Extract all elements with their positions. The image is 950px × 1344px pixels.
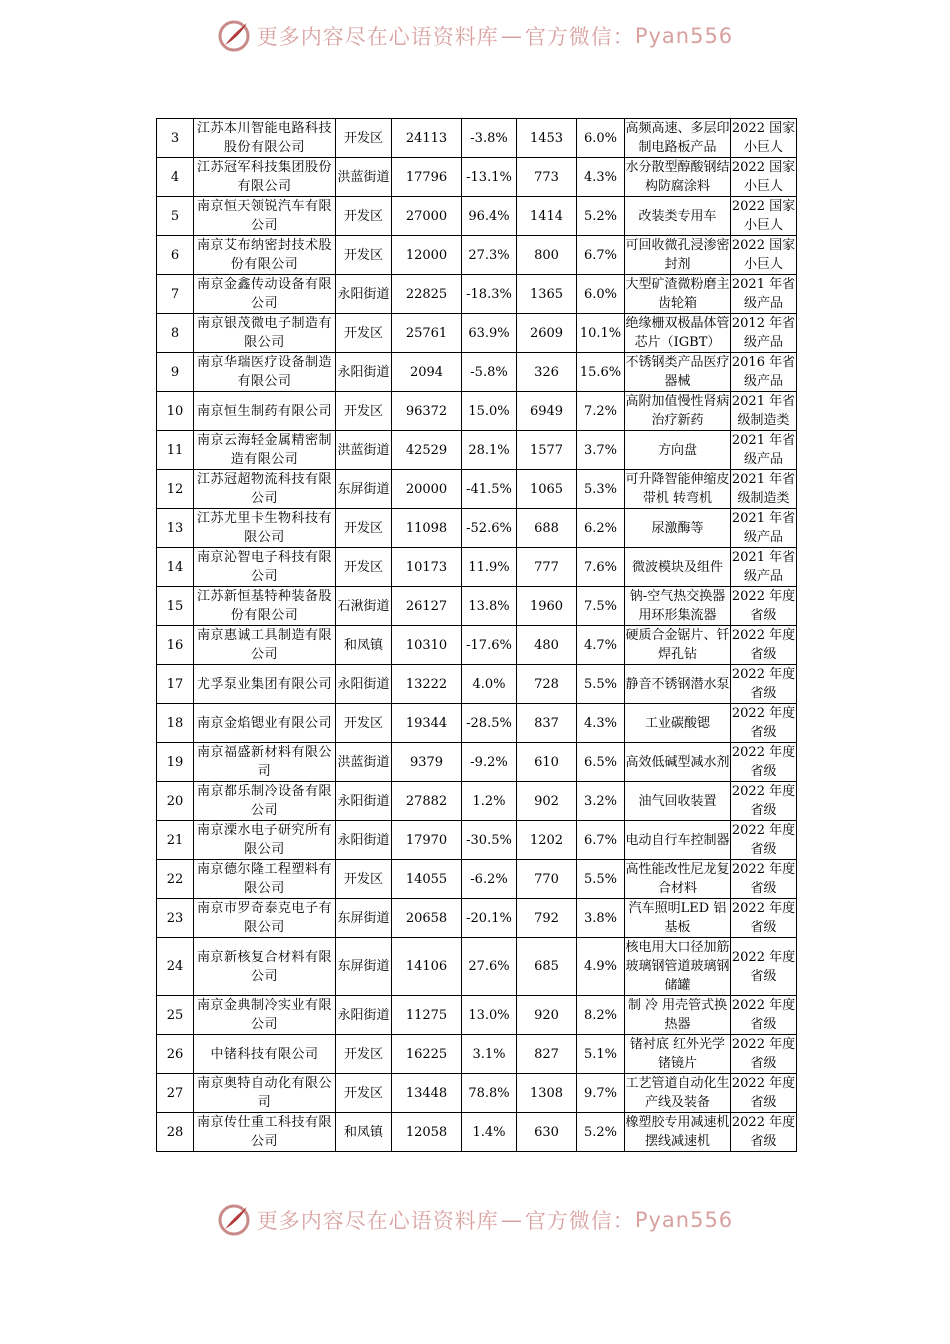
revenue-cell: 13222 xyxy=(392,665,462,704)
rd-ratio-cell: 5.2% xyxy=(577,197,625,236)
rd-ratio-cell: 7.2% xyxy=(577,392,625,431)
rd-ratio-cell: 15.6% xyxy=(577,353,625,392)
company-name-cell: 南京银茂微电子制造有限公司 xyxy=(194,314,336,353)
rd-spend-cell: 920 xyxy=(517,996,577,1035)
rd-spend-cell: 728 xyxy=(517,665,577,704)
table-row xyxy=(157,392,797,431)
area-cell: 洪蓝街道 xyxy=(336,158,392,197)
banner-wechat-id: Pyan556 xyxy=(634,1208,734,1232)
company-name-cell: 南京云海轻金属精密制造有限公司 xyxy=(194,431,336,470)
table-row xyxy=(157,626,797,665)
area-cell: 石湫街道 xyxy=(336,587,392,626)
table-row xyxy=(157,470,797,509)
rd-ratio-cell: 5.5% xyxy=(577,665,625,704)
rd-spend-cell: 777 xyxy=(517,548,577,587)
feather-logo-icon xyxy=(217,19,251,53)
area-cell: 开发区 xyxy=(336,704,392,743)
table-row xyxy=(157,431,797,470)
award-level-cell: 2021 年省级产品 xyxy=(731,431,797,470)
revenue-cell: 17796 xyxy=(392,158,462,197)
revenue-cell: 12058 xyxy=(392,1113,462,1152)
rd-spend-cell: 630 xyxy=(517,1113,577,1152)
row-number-cell: 16 xyxy=(157,626,194,665)
rd-spend-cell: 1065 xyxy=(517,470,577,509)
revenue-cell: 14055 xyxy=(392,860,462,899)
product-name-cell: 高效低碱型减水剂 xyxy=(625,743,731,782)
revenue-cell: 13448 xyxy=(392,1074,462,1113)
row-number-cell: 7 xyxy=(157,275,194,314)
banner-wechat-id: Pyan556 xyxy=(634,24,734,48)
product-name-cell: 尿激酶等 xyxy=(625,509,731,548)
growth-rate-cell: -9.2% xyxy=(462,743,517,782)
company-name-cell: 江苏冠军科技集团股份有限公司 xyxy=(194,158,336,197)
rd-ratio-cell: 7.6% xyxy=(577,548,625,587)
product-name-cell: 锗衬底 红外光学锗镜片 xyxy=(625,1035,731,1074)
award-level-cell: 2022 年度省级 xyxy=(731,665,797,704)
rd-spend-cell: 685 xyxy=(517,938,577,996)
award-level-cell: 2022 年度省级 xyxy=(731,996,797,1035)
award-level-cell: 2021 年省级制造类 xyxy=(731,470,797,509)
growth-rate-cell: 3.1% xyxy=(462,1035,517,1074)
rd-spend-cell: 792 xyxy=(517,899,577,938)
area-cell: 永阳街道 xyxy=(336,665,392,704)
revenue-cell: 12000 xyxy=(392,236,462,275)
rd-ratio-cell: 3.8% xyxy=(577,899,625,938)
growth-rate-cell: 63.9% xyxy=(462,314,517,353)
product-name-cell: 方向盘 xyxy=(625,431,731,470)
company-name-cell: 南京金焰锶业有限公司 xyxy=(194,704,336,743)
rd-ratio-cell: 3.2% xyxy=(577,782,625,821)
row-number-cell: 9 xyxy=(157,353,194,392)
company-name-cell: 南京传仕重工科技有限公司 xyxy=(194,1113,336,1152)
revenue-cell: 27882 xyxy=(392,782,462,821)
row-number-cell: 27 xyxy=(157,1074,194,1113)
table-row xyxy=(157,782,797,821)
row-number-cell: 14 xyxy=(157,548,194,587)
revenue-cell: 96372 xyxy=(392,392,462,431)
growth-rate-cell: 28.1% xyxy=(462,431,517,470)
banner-separator: — xyxy=(500,1208,523,1232)
row-number-cell: 12 xyxy=(157,470,194,509)
rd-spend-cell: 1453 xyxy=(517,119,577,158)
growth-rate-cell: 4.0% xyxy=(462,665,517,704)
award-level-cell: 2022 年度省级 xyxy=(731,587,797,626)
area-cell: 开发区 xyxy=(336,197,392,236)
row-number-cell: 18 xyxy=(157,704,194,743)
award-level-cell: 2022 年度省级 xyxy=(731,1074,797,1113)
revenue-cell: 20658 xyxy=(392,899,462,938)
rd-spend-cell: 770 xyxy=(517,860,577,899)
rd-ratio-cell: 6.0% xyxy=(577,119,625,158)
rd-ratio-cell: 5.3% xyxy=(577,470,625,509)
table-row xyxy=(157,587,797,626)
row-number-cell: 4 xyxy=(157,158,194,197)
growth-rate-cell: -41.5% xyxy=(462,470,517,509)
revenue-cell: 9379 xyxy=(392,743,462,782)
award-level-cell: 2022 年度省级 xyxy=(731,899,797,938)
area-cell: 东屏街道 xyxy=(336,899,392,938)
area-cell: 开发区 xyxy=(336,314,392,353)
rd-ratio-cell: 9.7% xyxy=(577,1074,625,1113)
revenue-cell: 42529 xyxy=(392,431,462,470)
revenue-cell: 11098 xyxy=(392,509,462,548)
award-level-cell: 2022 国家小巨人 xyxy=(731,158,797,197)
table-row xyxy=(157,1035,797,1074)
company-name-cell: 南京艾布纳密封技术股份有限公司 xyxy=(194,236,336,275)
award-level-cell: 2022 年度省级 xyxy=(731,704,797,743)
rd-spend-cell: 326 xyxy=(517,353,577,392)
table-body xyxy=(157,119,797,1152)
area-cell: 和凤镇 xyxy=(336,626,392,665)
company-name-cell: 南京恒生制药有限公司 xyxy=(194,392,336,431)
rd-spend-cell: 2609 xyxy=(517,314,577,353)
growth-rate-cell: -17.6% xyxy=(462,626,517,665)
company-name-cell: 南京金鑫传动设备有限公司 xyxy=(194,275,336,314)
table-row xyxy=(157,197,797,236)
award-level-cell: 2022 国家小巨人 xyxy=(731,119,797,158)
area-cell: 开发区 xyxy=(336,236,392,275)
growth-rate-cell: 1.4% xyxy=(462,1113,517,1152)
area-cell: 开发区 xyxy=(336,860,392,899)
company-name-cell: 南京市罗奇泰克电子有限公司 xyxy=(194,899,336,938)
revenue-cell: 14106 xyxy=(392,938,462,996)
rd-ratio-cell: 5.2% xyxy=(577,1113,625,1152)
product-name-cell: 可回收微孔浸渗密封剂 xyxy=(625,236,731,275)
rd-spend-cell: 1414 xyxy=(517,197,577,236)
product-name-cell: 硬质合金锯片、钎焊孔钻 xyxy=(625,626,731,665)
area-cell: 洪蓝街道 xyxy=(336,743,392,782)
growth-rate-cell: -13.1% xyxy=(462,158,517,197)
rd-ratio-cell: 6.5% xyxy=(577,743,625,782)
row-number-cell: 26 xyxy=(157,1035,194,1074)
table-row xyxy=(157,314,797,353)
row-number-cell: 28 xyxy=(157,1113,194,1152)
product-name-cell: 改装类专用车 xyxy=(625,197,731,236)
growth-rate-cell: 15.0% xyxy=(462,392,517,431)
revenue-cell: 16225 xyxy=(392,1035,462,1074)
growth-rate-cell: 13.8% xyxy=(462,587,517,626)
company-name-cell: 江苏尤里卡生物科技有限公司 xyxy=(194,509,336,548)
product-name-cell: 高附加值慢性肾病治疗新药 xyxy=(625,392,731,431)
rd-spend-cell: 688 xyxy=(517,509,577,548)
company-name-cell: 江苏新恒基特种装备股份有限公司 xyxy=(194,587,336,626)
rd-ratio-cell: 7.5% xyxy=(577,587,625,626)
company-name-cell: 南京华瑞医疗设备制造有限公司 xyxy=(194,353,336,392)
row-number-cell: 17 xyxy=(157,665,194,704)
area-cell: 开发区 xyxy=(336,1035,392,1074)
award-level-cell: 2022 年度省级 xyxy=(731,860,797,899)
product-name-cell: 工艺管道自动化生产线及装备 xyxy=(625,1074,731,1113)
product-name-cell: 不锈钢类产品医疗器械 xyxy=(625,353,731,392)
rd-ratio-cell: 8.2% xyxy=(577,996,625,1035)
table-row xyxy=(157,1113,797,1152)
product-name-cell: 高性能改性尼龙复合材料 xyxy=(625,860,731,899)
product-name-cell: 核电用大口径加筋玻璃钢管道玻璃钢储罐 xyxy=(625,938,731,996)
product-name-cell: 汽车照明LED 铝基板 xyxy=(625,899,731,938)
rd-spend-cell: 1577 xyxy=(517,431,577,470)
award-level-cell: 2016 年省级产品 xyxy=(731,353,797,392)
growth-rate-cell: 27.3% xyxy=(462,236,517,275)
company-name-cell: 南京德尔隆工程塑料有限公司 xyxy=(194,860,336,899)
rd-ratio-cell: 4.9% xyxy=(577,938,625,996)
company-name-cell: 南京奥特自动化有限公司 xyxy=(194,1074,336,1113)
area-cell: 开发区 xyxy=(336,119,392,158)
award-level-cell: 2012 年省级产品 xyxy=(731,314,797,353)
row-number-cell: 23 xyxy=(157,899,194,938)
table-row xyxy=(157,899,797,938)
rd-spend-cell: 902 xyxy=(517,782,577,821)
rd-spend-cell: 1960 xyxy=(517,587,577,626)
rd-ratio-cell: 4.3% xyxy=(577,158,625,197)
growth-rate-cell: 11.9% xyxy=(462,548,517,587)
product-name-cell: 高频高速、多层印制电路板产品 xyxy=(625,119,731,158)
company-name-cell: 南京新核复合材料有限公司 xyxy=(194,938,336,996)
area-cell: 永阳街道 xyxy=(336,996,392,1035)
row-number-cell: 13 xyxy=(157,509,194,548)
area-cell: 永阳街道 xyxy=(336,353,392,392)
award-level-cell: 2022 年度省级 xyxy=(731,1113,797,1152)
row-number-cell: 3 xyxy=(157,119,194,158)
row-number-cell: 11 xyxy=(157,431,194,470)
row-number-cell: 8 xyxy=(157,314,194,353)
table-row xyxy=(157,996,797,1035)
row-number-cell: 5 xyxy=(157,197,194,236)
revenue-cell: 22825 xyxy=(392,275,462,314)
company-name-cell: 南京恒天领锐汽车有限公司 xyxy=(194,197,336,236)
row-number-cell: 20 xyxy=(157,782,194,821)
area-cell: 开发区 xyxy=(336,509,392,548)
table-row xyxy=(157,938,797,996)
revenue-cell: 27000 xyxy=(392,197,462,236)
row-number-cell: 6 xyxy=(157,236,194,275)
feather-logo-icon xyxy=(217,1203,251,1237)
row-number-cell: 25 xyxy=(157,996,194,1035)
table-row xyxy=(157,743,797,782)
row-number-cell: 22 xyxy=(157,860,194,899)
award-level-cell: 2021 年省级产品 xyxy=(731,548,797,587)
row-number-cell: 24 xyxy=(157,938,194,996)
product-name-cell: 微波模块及组件 xyxy=(625,548,731,587)
company-name-cell: 南京福盛新材料有限公司 xyxy=(194,743,336,782)
award-level-cell: 2022 年度省级 xyxy=(731,1035,797,1074)
rd-spend-cell: 827 xyxy=(517,1035,577,1074)
revenue-cell: 2094 xyxy=(392,353,462,392)
product-name-cell: 静音不锈钢潜水泵 xyxy=(625,665,731,704)
rd-ratio-cell: 5.1% xyxy=(577,1035,625,1074)
product-name-cell: 电动自行车控制器 xyxy=(625,821,731,860)
table-row xyxy=(157,119,797,158)
revenue-cell: 10310 xyxy=(392,626,462,665)
growth-rate-cell: -18.3% xyxy=(462,275,517,314)
watermark-banner-top xyxy=(0,16,950,56)
table-row xyxy=(157,548,797,587)
growth-rate-cell: -52.6% xyxy=(462,509,517,548)
product-name-cell: 可升降智能伸缩皮带机 转弯机 xyxy=(625,470,731,509)
area-cell: 永阳街道 xyxy=(336,821,392,860)
table-row xyxy=(157,158,797,197)
award-level-cell: 2022 年度省级 xyxy=(731,743,797,782)
product-name-cell: 橡塑胶专用减速机摆线减速机 xyxy=(625,1113,731,1152)
table-row xyxy=(157,509,797,548)
revenue-cell: 17970 xyxy=(392,821,462,860)
growth-rate-cell: 78.8% xyxy=(462,1074,517,1113)
rd-spend-cell: 6949 xyxy=(517,392,577,431)
row-number-cell: 19 xyxy=(157,743,194,782)
award-level-cell: 2021 年省级制造类 xyxy=(731,392,797,431)
company-name-cell: 南京金典制冷实业有限公司 xyxy=(194,996,336,1035)
rd-spend-cell: 1365 xyxy=(517,275,577,314)
product-name-cell: 油气回收装置 xyxy=(625,782,731,821)
row-number-cell: 15 xyxy=(157,587,194,626)
table-row xyxy=(157,236,797,275)
rd-spend-cell: 610 xyxy=(517,743,577,782)
area-cell: 东屏街道 xyxy=(336,470,392,509)
growth-rate-cell: 27.6% xyxy=(462,938,517,996)
revenue-cell: 26127 xyxy=(392,587,462,626)
growth-rate-cell: 1.2% xyxy=(462,782,517,821)
growth-rate-cell: 13.0% xyxy=(462,996,517,1035)
table-row xyxy=(157,665,797,704)
table-row xyxy=(157,704,797,743)
product-name-cell: 大型矿渣微粉磨主齿轮箱 xyxy=(625,275,731,314)
table-row xyxy=(157,353,797,392)
rd-ratio-cell: 10.1% xyxy=(577,314,625,353)
rd-spend-cell: 480 xyxy=(517,626,577,665)
award-level-cell: 2021 年省级产品 xyxy=(731,509,797,548)
area-cell: 洪蓝街道 xyxy=(336,431,392,470)
rd-spend-cell: 800 xyxy=(517,236,577,275)
rd-spend-cell: 1308 xyxy=(517,1074,577,1113)
watermark-banner-bottom xyxy=(0,1200,950,1240)
rd-spend-cell: 1202 xyxy=(517,821,577,860)
banner-separator: — xyxy=(500,24,523,48)
rd-ratio-cell: 6.2% xyxy=(577,509,625,548)
rd-ratio-cell: 3.7% xyxy=(577,431,625,470)
award-level-cell: 2022 国家小巨人 xyxy=(731,197,797,236)
row-number-cell: 10 xyxy=(157,392,194,431)
company-name-cell: 江苏本川智能电路科技股份有限公司 xyxy=(194,119,336,158)
product-name-cell: 制 冷 用壳管式换热器 xyxy=(625,996,731,1035)
area-cell: 永阳街道 xyxy=(336,275,392,314)
rd-ratio-cell: 5.5% xyxy=(577,860,625,899)
award-level-cell: 2022 年度省级 xyxy=(731,821,797,860)
table-row xyxy=(157,275,797,314)
growth-rate-cell: -3.8% xyxy=(462,119,517,158)
table-row xyxy=(157,821,797,860)
revenue-cell: 24113 xyxy=(392,119,462,158)
table-row xyxy=(157,1074,797,1113)
banner-text: 更多内容尽在心语资料库 xyxy=(256,1209,499,1233)
banner-suffix: 官方微信： xyxy=(524,1209,635,1233)
area-cell: 开发区 xyxy=(336,392,392,431)
revenue-cell: 25761 xyxy=(392,314,462,353)
revenue-cell: 11275 xyxy=(392,996,462,1035)
area-cell: 开发区 xyxy=(336,548,392,587)
company-name-cell: 中锗科技有限公司 xyxy=(194,1035,336,1074)
revenue-cell: 19344 xyxy=(392,704,462,743)
rd-ratio-cell: 6.7% xyxy=(577,821,625,860)
company-name-cell: 南京溧水电子研究所有限公司 xyxy=(194,821,336,860)
rd-ratio-cell: 4.3% xyxy=(577,704,625,743)
product-name-cell: 工业碳酸锶 xyxy=(625,704,731,743)
award-level-cell: 2022 年度省级 xyxy=(731,938,797,996)
company-name-cell: 南京沁智电子科技有限公司 xyxy=(194,548,336,587)
area-cell: 开发区 xyxy=(336,1074,392,1113)
company-name-cell: 尤孚泵业集团有限公司 xyxy=(194,665,336,704)
company-name-cell: 南京惠诚工具制造有限公司 xyxy=(194,626,336,665)
growth-rate-cell: 96.4% xyxy=(462,197,517,236)
revenue-cell: 10173 xyxy=(392,548,462,587)
area-cell: 永阳街道 xyxy=(336,782,392,821)
company-table xyxy=(156,118,797,1152)
banner-suffix: 官方微信： xyxy=(524,25,635,49)
award-level-cell: 2021 年省级产品 xyxy=(731,275,797,314)
growth-rate-cell: -6.2% xyxy=(462,860,517,899)
company-name-cell: 南京都乐制冷设备有限公司 xyxy=(194,782,336,821)
growth-rate-cell: -20.1% xyxy=(462,899,517,938)
rd-ratio-cell: 6.0% xyxy=(577,275,625,314)
company-name-cell: 江苏冠超物流科技有限公司 xyxy=(194,470,336,509)
rd-ratio-cell: 4.7% xyxy=(577,626,625,665)
growth-rate-cell: -28.5% xyxy=(462,704,517,743)
rd-spend-cell: 773 xyxy=(517,158,577,197)
award-level-cell: 2022 国家小巨人 xyxy=(731,236,797,275)
award-level-cell: 2022 年度省级 xyxy=(731,782,797,821)
product-name-cell: 水分散型醇酸钢结构防腐涂料 xyxy=(625,158,731,197)
rd-spend-cell: 837 xyxy=(517,704,577,743)
product-name-cell: 钠-空气热交换器用环形集流器 xyxy=(625,587,731,626)
revenue-cell: 20000 xyxy=(392,470,462,509)
area-cell: 和凤镇 xyxy=(336,1113,392,1152)
area-cell: 东屏街道 xyxy=(336,938,392,996)
product-name-cell: 绝缘栅双极晶体管芯片（IGBT） xyxy=(625,314,731,353)
growth-rate-cell: -30.5% xyxy=(462,821,517,860)
award-level-cell: 2022 年度省级 xyxy=(731,626,797,665)
growth-rate-cell: -5.8% xyxy=(462,353,517,392)
row-number-cell: 21 xyxy=(157,821,194,860)
banner-text: 更多内容尽在心语资料库 xyxy=(256,25,499,49)
rd-ratio-cell: 6.7% xyxy=(577,236,625,275)
table-row xyxy=(157,860,797,899)
